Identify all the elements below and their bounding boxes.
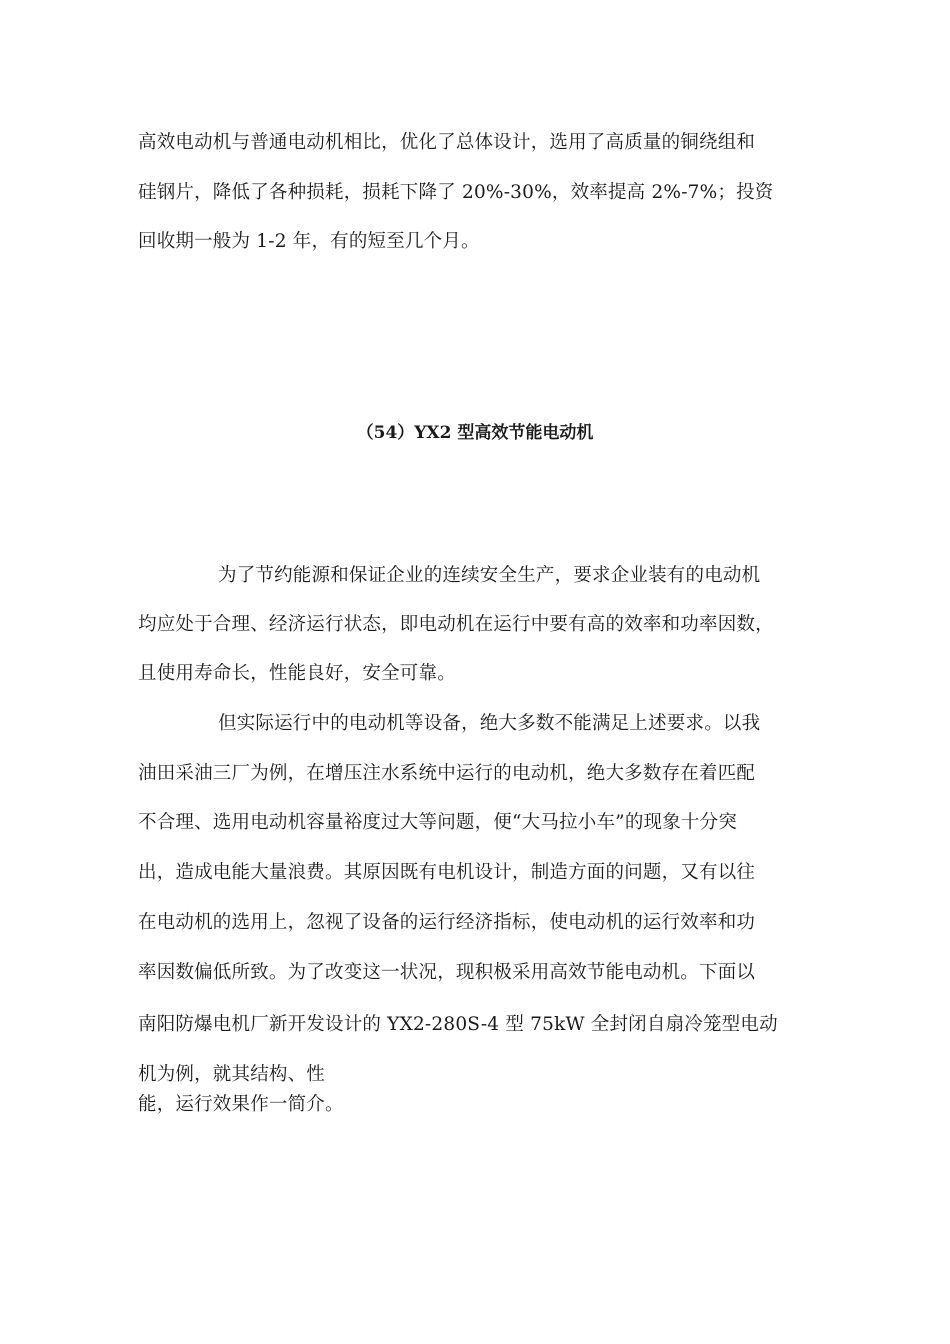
paragraph-1-line-2: 均应处于合理、经济运行状态，即电动机在运行中要有高的效率和功率因数， bbox=[138, 614, 774, 635]
paragraph-2-line-7: 南阳防爆电机厂新开发设计的 YX2-280S-4 型 75kW 全封闭自扇冷笼型电动 bbox=[138, 1014, 778, 1035]
paragraph-2-line-1: 但实际运行中的电动机等设备，绝大多数不能满足上述要求。以我 bbox=[218, 713, 761, 734]
paragraph-2-line-6: 率因数偏低所致。为了改变这一状况，现积极采用高效节能电动机。下面以 bbox=[138, 962, 756, 983]
intro-line-2: 硅钢片，降低了各种损耗，损耗下降了 20%-30%，效率提高 2%-7%；投资 bbox=[138, 182, 774, 203]
intro-line-3: 回收期一般为 1-2 年，有的短至几个月。 bbox=[138, 231, 480, 252]
paragraph-2-line-2: 油田采油三厂为例，在增压注水系统中运行的电动机，绝大多数存在着匹配 bbox=[138, 763, 756, 784]
paragraph-2-line-8: 机为例，就其结构、性 bbox=[138, 1064, 326, 1085]
paragraph-1-line-3: 且使用寿命长，性能良好，安全可靠。 bbox=[138, 663, 456, 684]
paragraph-1-line-1: 为了节约能源和保证企业的连续安全生产，要求企业装有的电动机 bbox=[218, 565, 761, 586]
paragraph-2-line-5: 在电动机的选用上，忽视了设备的运行经济指标，使电动机的运行效率和功 bbox=[138, 912, 756, 933]
paragraph-2-line-3: 不合理、选用电动机容量裕度过大等问题，便“大马拉小车”的现象十分突 bbox=[138, 812, 738, 833]
paragraph-2-line-4: 出，造成电能大量浪费。其原因既有电机设计，制造方面的问题，又有以往 bbox=[138, 862, 756, 883]
intro-line-1: 高效电动机与普通电动机相比，优化了总体设计，选用了高质量的铜绕组和 bbox=[138, 132, 756, 153]
section-heading: （54）YX2 型高效节能电动机 bbox=[356, 423, 594, 443]
paragraph-2-line-9: 能，运行效果作一简介。 bbox=[138, 1094, 344, 1115]
